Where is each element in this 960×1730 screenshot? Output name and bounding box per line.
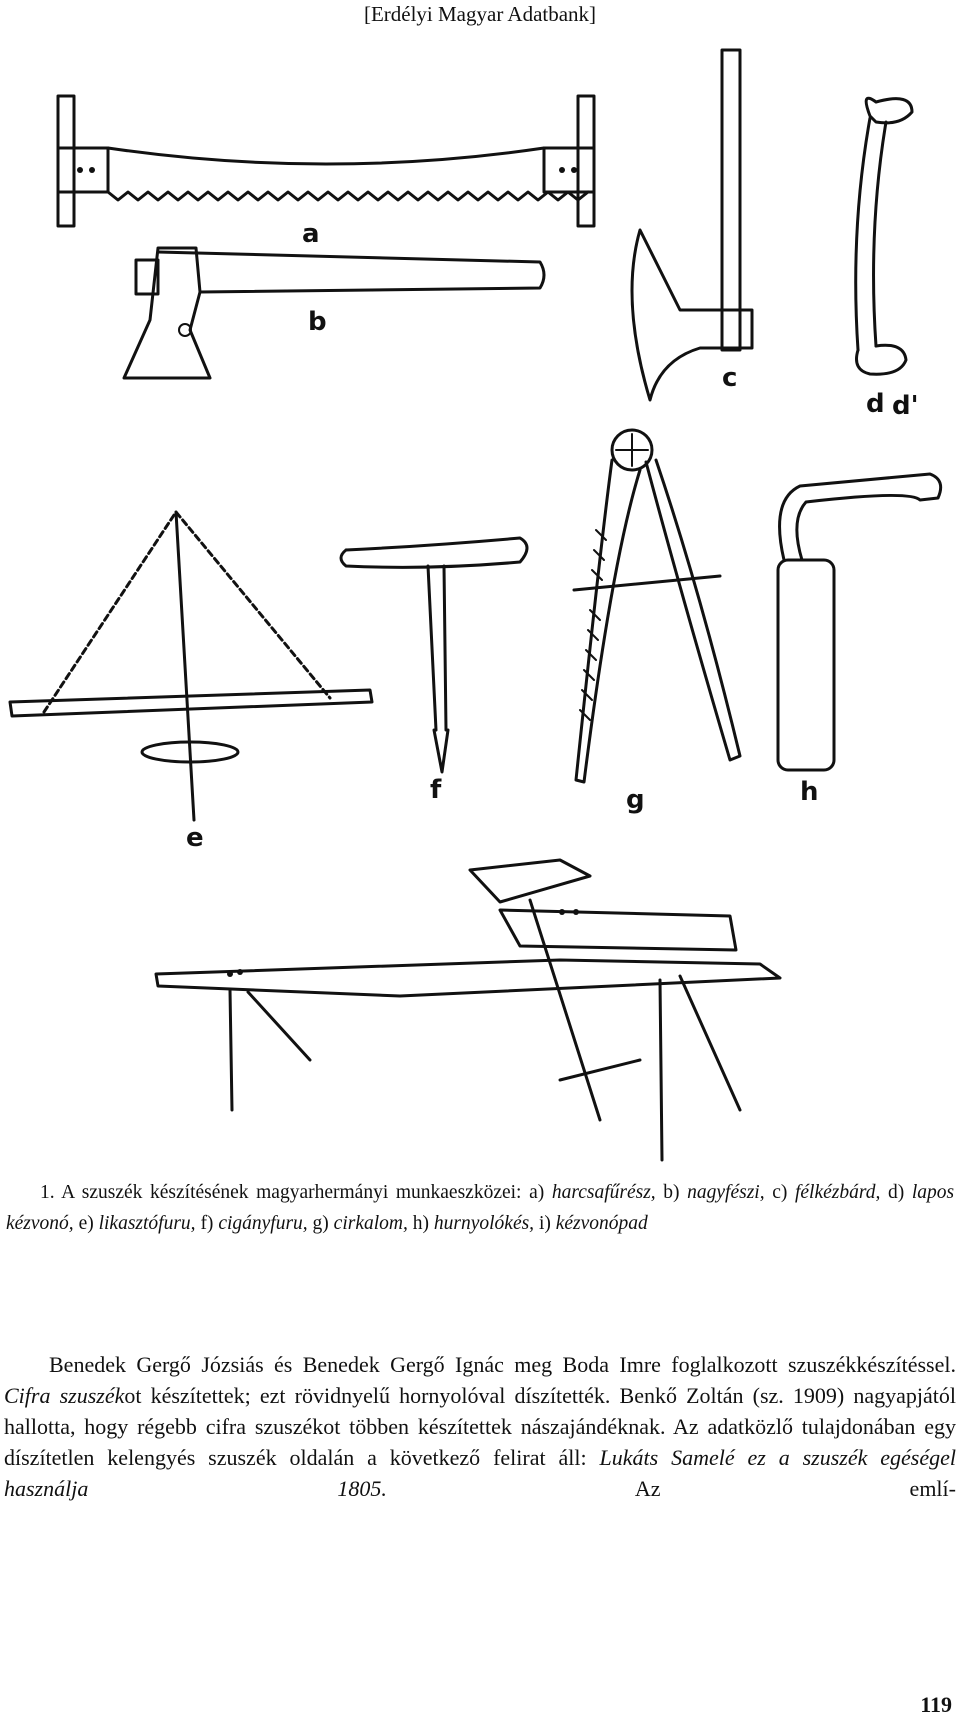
body-inscription: Lukáts Samelé ez a szuszék egéségel használja 1805. <box>4 1445 956 1501</box>
caption-item-b: b) nagyfészi, <box>663 1182 765 1203</box>
caption-item-f: f) cigányfuru, <box>200 1213 308 1234</box>
bow-drill-icon <box>10 512 372 820</box>
caption-item-d: d) lapos kézvonó, <box>6 1182 955 1234</box>
compass-icon <box>574 430 740 782</box>
page-number: 119 <box>920 1692 952 1717</box>
label-d-prime: d' <box>892 391 919 421</box>
body-sentence-2: ot készítettek; ezt rövidnyelű hornyolóval díszítették. Benkő Zoltán (sz. 1909) nagyapjától hallotta, hogy régebb cifra szuszékot többen készítettek nászajándéknak. Az adatközlő tulajdonában egy díszítetlen kelengyés szuszék oldalán a következő felirat áll: <box>4 1383 956 1470</box>
figure-caption <box>6 1177 954 1239</box>
drawknife-icon <box>856 98 912 374</box>
label-f: f <box>430 775 442 805</box>
body-paragraph <box>4 1349 956 1504</box>
two-man-saw-icon <box>58 96 594 226</box>
t-auger-icon <box>341 538 527 772</box>
caption-item-i: i) kézvonópad <box>538 1213 648 1234</box>
page-header: [Erdélyi Magyar Adatbank] <box>363 2 597 26</box>
caption-number: 1. <box>40 1182 55 1203</box>
axe-icon <box>124 248 544 378</box>
curved-knife-icon <box>778 474 941 770</box>
label-a: a <box>302 219 320 249</box>
body-sentence-3: Az emlí- <box>634 1476 956 1501</box>
body-sentence-1: Benedek Gergő Józsiás és Benedek Gergő Ignác meg Boda Imre foglalkozott szuszékkészítéssel. <box>49 1352 956 1377</box>
label-d: d <box>866 389 885 419</box>
label-e: e <box>186 823 204 853</box>
body-italic-term: Cifra szuszék <box>4 1383 125 1408</box>
shaving-horse-icon <box>156 860 780 1160</box>
caption-item-c: c) félkézbárd, <box>772 1182 881 1203</box>
label-b: b <box>308 307 327 337</box>
caption-item-h: h) hurnyolókés, <box>412 1213 535 1234</box>
tool-illustration <box>0 30 960 1180</box>
caption-intro: A szuszék készítésének magyarhermányi munkaeszközei: <box>61 1182 522 1203</box>
caption-item-g: g) cirkalom, <box>312 1213 408 1234</box>
label-g: g <box>626 785 645 815</box>
label-h: h <box>800 777 819 807</box>
label-c: c <box>722 363 738 393</box>
hatchet-icon <box>632 50 752 400</box>
caption-item-e: e) likasztófuru, <box>78 1213 196 1234</box>
caption-item-a: a) harcsafűrész, <box>529 1182 656 1203</box>
